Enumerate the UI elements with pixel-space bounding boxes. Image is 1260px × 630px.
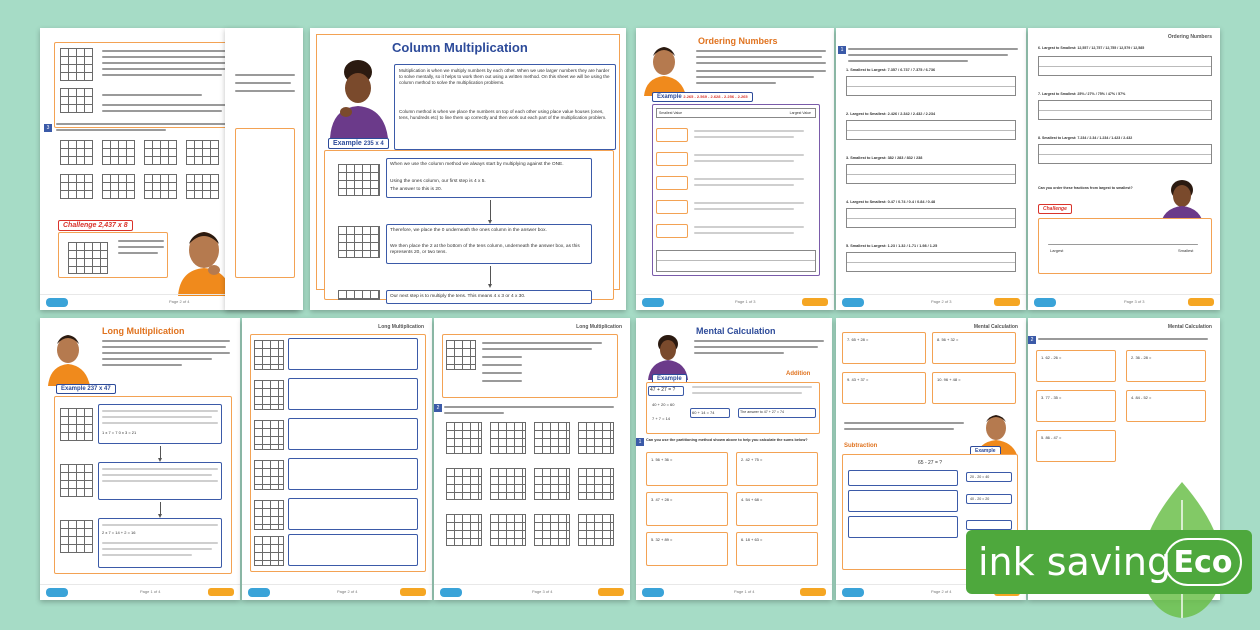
sheet-column-multiplication-page-3 xyxy=(225,28,303,310)
sheet-mental-calculation-page-3: Mental Calculation 2 1. 62 - 26 = 2. 36 - 28 = 3. 77 - 35 = 4. 84 - 52 = 5. 86 - 47 = xyxy=(1028,318,1220,600)
sheet-ordering-numbers: Ordering Numbers Example 2.265 - 2.569 - 2.628 - 2.256 - 2.265 Smallest Value Largest Value Page 1 of 3 xyxy=(636,28,834,310)
task-6: 6. Largest to Smallest: 12,557 / 12,757 / 12,755 / 12,579 / 12,585 xyxy=(1038,46,1145,50)
intro-box: Multiplication is when we multiply numbers by each other. When we use larger numbers they are harder to solve mentally, so it helps to work them out using a written method. On this sheet we will be using the column method to solve the multiplication problems. Column method is when we place the numbers on top of each other using place value houses (ones, tens, hundreds etc) to line them up correctly and then work out each part of the multiplication problem. xyxy=(394,64,616,150)
challenge-tag: Challenge 2,437 x 8 xyxy=(58,220,133,231)
sheet-ordering-numbers-page-2: 1 1. Smallest to Largest: 7.357 / 6.737 / 7.375 / 6.736 2. Largest to Smallest: 2.426 / 2.342 / 2.432 / 2.234 3. Smallest to Largest: 382 / 283 / 832 / 238 4. Largest to Smallest: 0.47 / 0.74 / 0.4 / 0.84 / 0.48 5. Smallest to Largest: 1.23 / 1.32 / 1.71 / 1.98 / 1.25 Page 2 of 3 xyxy=(836,28,1026,310)
woman-thinking-icon xyxy=(646,332,690,380)
challenge-tag: Challenge xyxy=(1038,204,1072,214)
task-4: 4. Largest to Smallest: 0.47 / 0.74 / 0.4 / 0.84 / 0.48 xyxy=(846,200,936,204)
partition-question: Can you use the partitioning method shown above to help you calculate the sums below? xyxy=(646,438,808,442)
task-7: 7. Largest to Smallest: 25% / 27% / 75% / 47% / 57% xyxy=(1038,92,1126,96)
sheet-long-multiplication: Long Multiplication Example 237 x 47 1 x 7 = 7 0 x 3 = 21 2 x 7 = 14 + 2 = 16 Page 1 of 4 xyxy=(40,318,240,600)
place-value-grid xyxy=(60,88,93,113)
sheet-long-multiplication-page-2: Long Multiplication Page 2 of 4 xyxy=(242,318,432,600)
sheet-ordering-numbers-page-3: Ordering Numbers 6. Largest to Smallest: 12,557 / 12,757 / 12,755 / 12,579 / 12,585 7. Largest to Smallest: 25% / 27% / 75% / 47% / 57% 8. Smallest to Largest: 7.234 / 2.34 / 1.234 / 1.423 / 2.432 Can you order these fractions from largest to smallest? Challenge Largest Smallest Page 3 of 3 xyxy=(1028,28,1220,310)
eco-badge xyxy=(966,530,1252,594)
sheet-column-multiplication: Column Multiplication Multiplication is when we multiply numbers by each other. When we use larger numbers they are harder to solve mentally, so it helps to work them out using a written method. On this sheet we will be using the column method to solve the multiplication problems. Column method is when we place the numbers on top of each other using place value houses (ones, tens, hundreds etc) to line them up correctly and then work out each part of the multiplication problem. Example 235 x 4 When we use the column method we always start by multiplying against the ONE. Using the ones column, our first step is 4 x 5. The answer to this is 20. Therefore, we place the 0 underneath the ones column in the answer box. We then place the 2 at the bottom of the tens column, underneath the answer box, as this represents 20, or two tens. Our next step is to multiply the tens. This means 4 x 3 or 4 x 30. xyxy=(310,28,626,310)
subtraction-heading: Subtraction xyxy=(844,443,878,449)
addition-heading: Addition xyxy=(786,371,811,377)
question-number: 3 xyxy=(44,124,52,132)
example-tag: Example xyxy=(970,446,1001,456)
page-title: Ordering Numbers xyxy=(698,36,778,46)
page-title: Long Multiplication xyxy=(102,326,185,336)
boy-thinking-icon xyxy=(642,42,688,96)
eco-text: ink saving xyxy=(978,540,1172,584)
example-tag: Example 235 x 4 xyxy=(328,138,389,149)
page-title: Mental Calculation xyxy=(696,326,776,336)
eco-pill: Eco xyxy=(1164,538,1242,586)
boy-thinking-icon xyxy=(46,330,92,386)
task-2: 2. Largest to Smallest: 2.426 / 2.342 / 2.432 / 2.234 xyxy=(846,112,936,116)
example-tag: Example xyxy=(652,374,687,384)
example-tag: Example 237 x 47 xyxy=(56,384,116,394)
sheet-long-multiplication-page-3: Long Multiplication 2 Page 3 of 4 xyxy=(434,318,630,600)
sheet-column-multiplication-page-2: 3 Challenge 2,437 x 8 Page 2 of 4 xyxy=(40,28,298,310)
example-tag: Example 2.265 - 2.569 - 2.628 - 2.256 - 2.265 xyxy=(652,92,753,102)
sheet-mental-calculation: Mental Calculation Addition Example 47 + 27 = ? 40 + 20 = 60 7 + 7 = 14 60 + 14 = 74 The answer to 47 + 27 = 74 1 Can you use the partitioning method shown above to help you calculate the sums below? 1. 56 + 36 = 2. 42 + 75 = 3. 47 + 28 = 4. 54 + 68 = 5. 32 + 89 = 6. 18 + 63 = Page 1 of 4 xyxy=(636,318,832,600)
place-value-grid xyxy=(60,48,93,81)
task-3: 3. Smallest to Largest: 382 / 283 / 832 / 238 xyxy=(846,156,923,160)
woman-thinking-icon xyxy=(324,54,394,138)
task-5: 5. Smallest to Largest: 1.23 / 1.32 / 1.71 / 1.98 / 1.25 xyxy=(846,244,938,248)
page-title: Column Multiplication xyxy=(392,40,528,55)
fractions-question: Can you order these fractions from largest to smallest? xyxy=(1038,186,1133,190)
task-8: 8. Smallest to Largest: 7.234 / 2.34 / 1.234 / 1.423 / 2.432 xyxy=(1038,136,1133,140)
sheet-mental-calculation-page-2: Mental Calculation 7. 65 + 28 = 8. 56 + 32 = 9. 43 + 37 = 10. 96 + 48 = Subtraction Example 65 - 27 = ? 20 - 20 = 40 40 - 20 = 20 Page 2 of 4 xyxy=(836,318,1026,600)
task-1: 1. Smallest to Largest: 7.357 / 6.737 / 7.375 / 6.736 xyxy=(846,68,936,72)
